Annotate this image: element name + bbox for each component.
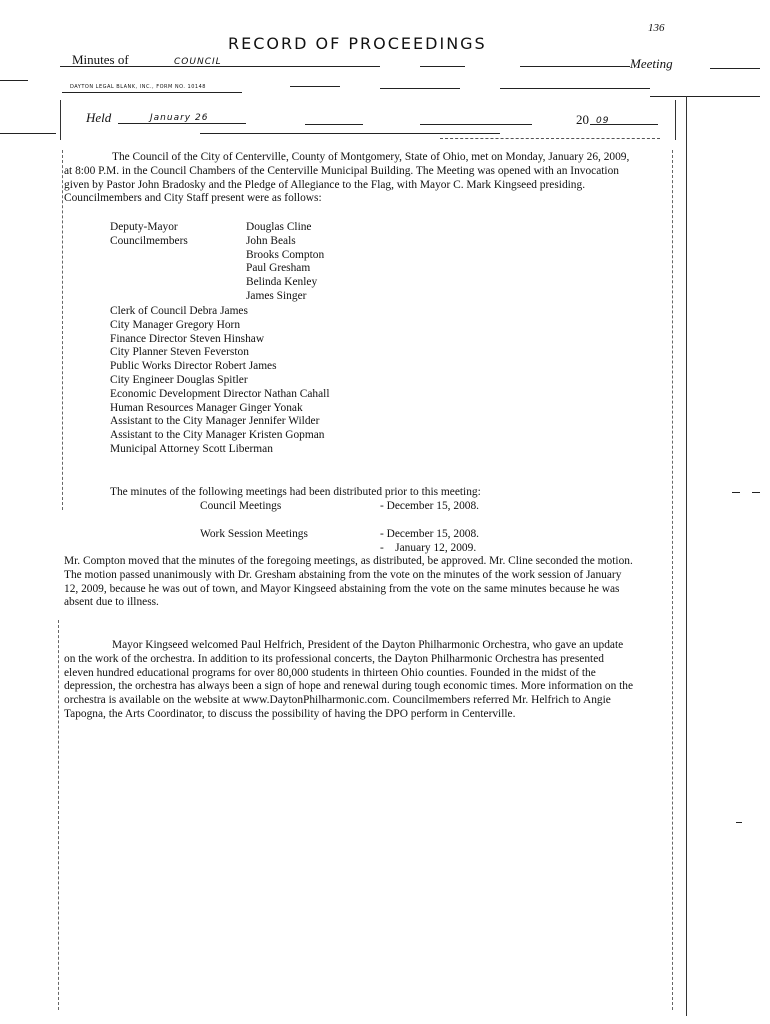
- minutes-of-label: Minutes of: [72, 52, 129, 67]
- councilmember-name: James Singer: [246, 289, 307, 302]
- margin-mark: [736, 822, 742, 823]
- work-session-date: - December 15, 2008.: [380, 528, 480, 540]
- staff-member: Assistant to the City Manager Kristen Gopman: [110, 429, 325, 442]
- left-margin-rule-lower: [58, 620, 59, 1010]
- body-name: COUNCIL: [174, 57, 222, 67]
- deputy-mayor-name: Douglas Cline: [246, 221, 312, 233]
- margin-rule-left: [0, 80, 28, 81]
- motion-paragraph: Mr. Compton moved that the minutes of the foregoing meetings, as distributed, be approved. Mr. Cline seconded the motion. The motion passed unanimously with Dr. Gresham abstaining from the vote on the minutes of the work session of January 12, 2009, because he was out of town, and Mayor Kingseed abstaining from the vote on the same minutes because he was absent due to illness.: [64, 555, 633, 609]
- header-rule-g: [650, 96, 760, 97]
- attendance-roster: [110, 221, 324, 304]
- held-underline: [118, 123, 246, 124]
- councilmember-row: [110, 276, 324, 290]
- councilmember-name: John Beals: [246, 234, 296, 247]
- header-rule-c: [710, 68, 760, 69]
- staff-member: Economic Development Director Nathan Cahall: [110, 387, 330, 400]
- work-session-date: - January 12, 2009.: [380, 542, 477, 554]
- staff-member: City Manager Gregory Horn: [110, 318, 241, 331]
- year-prefix: 20: [576, 112, 589, 127]
- councilmembers-row: [110, 235, 324, 249]
- staff-member: Assistant to the City Manager Jennifer Wilder: [110, 415, 320, 428]
- header-rule-a: [420, 66, 465, 67]
- form-title: RECORD OF PROCEEDINGS: [228, 34, 487, 53]
- staff-member: Municipal Attorney Scott Liberman: [110, 442, 273, 455]
- councilmember-row: [110, 262, 324, 276]
- separator-mid: [200, 133, 500, 134]
- year-underline: [590, 124, 658, 125]
- councilmember-row: [110, 290, 324, 304]
- left-margin-rule-top: [60, 100, 61, 140]
- staff-member: City Engineer Douglas Spitler: [110, 373, 248, 386]
- dpo-paragraph: Mayor Kingseed welcomed Paul Helfrich, President of the Dayton Philharmonic Orchestra, who gave an update on the work of the orchestra. In addition to its professional concerts, the Dayton Philharmonic Orchestra has presented eleven hundred educational programs for over 80,000 students in thirteen Ohio counties. Founded in the midst of the depression, the orchestra has always been a sign of hope and renewal during tough economic times. More information on the orchestra is available on the website at www.DaytonPhilharmonic.com. Councilmembers referred Mr. Helfrich to Angie Tapogna, the Arts Coordinator, to discuss the possibility of having the DPO perform in Centerville.: [64, 639, 634, 720]
- councilmembers-role: Councilmembers: [110, 234, 188, 247]
- right-margin-rule-top: [675, 100, 676, 140]
- councilmember-name: Brooks Compton: [246, 248, 325, 261]
- councilmember-row: [110, 249, 324, 263]
- councilmember-name: Belinda Kenley: [246, 276, 318, 289]
- right-margin-rule: [672, 150, 673, 1010]
- opening-paragraph: The Council of the City of Centerville, County of Montgomery, State of Ohio, met on Monday, January 26, 2009, at 8:00 P.M. in the Council Chambers of the Centerville Municipal Building. The Meeting was opened with an Invocation given by Pastor John Bradosky and the Pledge of Allegiance to the Flag, with Mayor C. Mark Kingseed presiding. Councilmembers and City Staff present were as follows:: [64, 151, 630, 205]
- margin-mark: [732, 492, 740, 493]
- councilmember-name: Paul Gresham: [246, 262, 311, 275]
- printer-underline: [62, 92, 242, 93]
- header-rule-f: [500, 88, 650, 89]
- meeting-label: Meeting: [630, 56, 673, 71]
- header-rule-i: [420, 124, 532, 125]
- work-session-label: Work Session Meetings: [200, 528, 308, 540]
- header-rule-d: [290, 86, 340, 87]
- page-number: 136: [648, 22, 665, 34]
- body-underline: [230, 66, 380, 67]
- staff-member: Finance Director Steven Hinshaw: [110, 332, 265, 345]
- held-label: Held: [86, 110, 112, 125]
- deputy-mayor-role: Deputy-Mayor: [110, 221, 178, 233]
- margin-mark: [752, 492, 760, 493]
- held-date: January 26: [150, 113, 209, 123]
- header-rule-e: [380, 88, 460, 89]
- separator-left: [0, 133, 56, 134]
- staff-member: Clerk of Council Debra James: [110, 305, 248, 317]
- staff-member: City Planner Steven Feverston: [110, 346, 249, 359]
- deputy-mayor-row: [110, 221, 324, 235]
- minutes-intro: The minutes of the following meetings had been distributed prior to this meeting:: [110, 486, 481, 498]
- staff-member: Public Works Director Robert James: [110, 360, 277, 373]
- right-margin-rule-outer: [686, 96, 687, 1016]
- year-suffix: 09: [596, 116, 610, 126]
- header-rule-b: [520, 66, 630, 67]
- council-meetings-date: - December 15, 2008.: [380, 500, 480, 512]
- separator-dashed: [440, 138, 660, 139]
- left-margin-rule: [62, 150, 63, 510]
- header-rule-h: [305, 124, 363, 125]
- council-meetings-label: Council Meetings: [200, 500, 282, 512]
- staff-list: [110, 305, 330, 457]
- printer-line: DAYTON LEGAL BLANK, INC., FORM NO. 10148: [70, 84, 206, 90]
- staff-member: Human Resources Manager Ginger Yonak: [110, 401, 303, 414]
